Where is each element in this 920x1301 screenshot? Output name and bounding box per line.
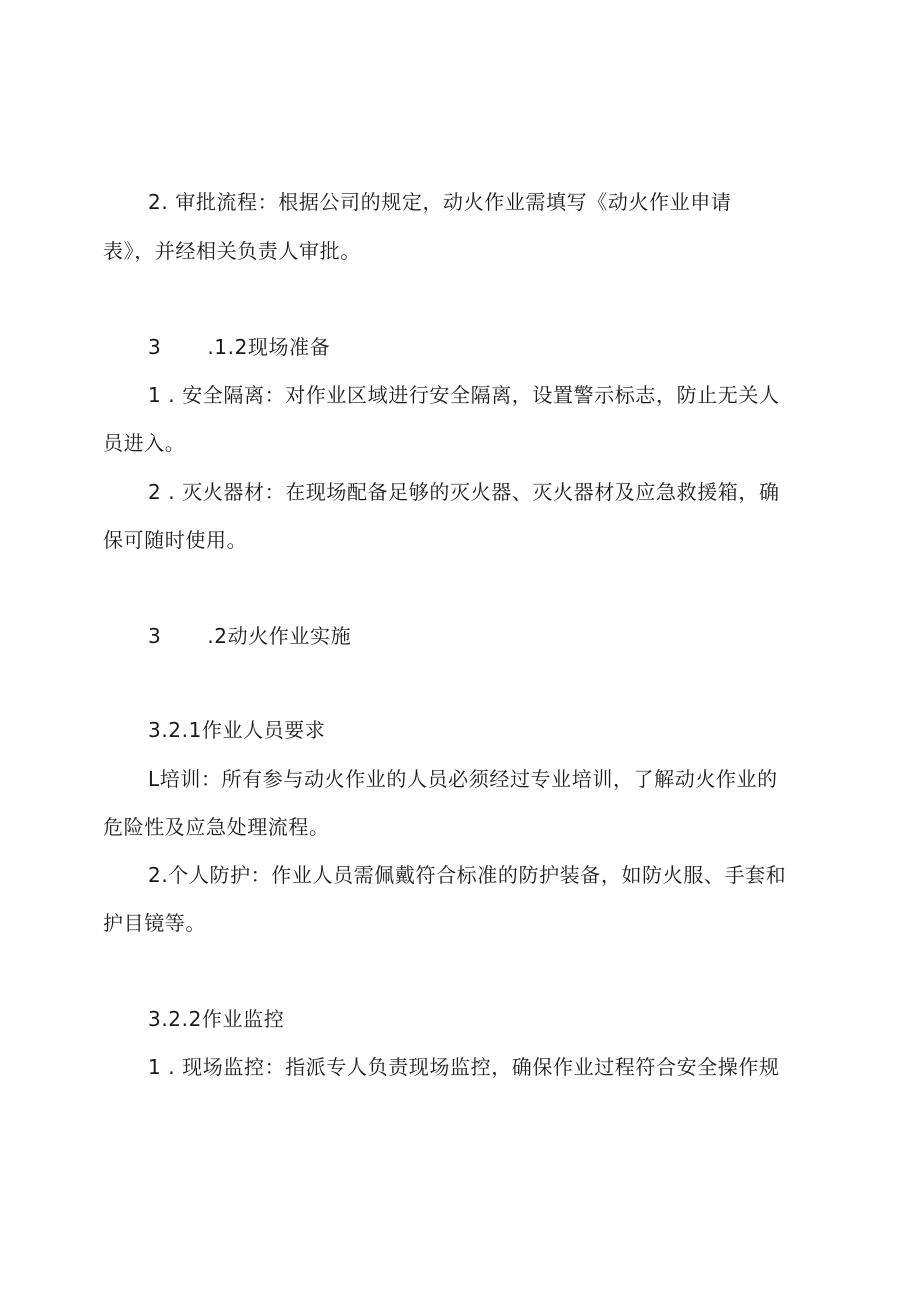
training-paragraph-line-2: 危险性及应急处理流程。 <box>103 815 330 839</box>
section-heading-3-2 <box>148 624 351 648</box>
section-heading-number: 3 <box>148 624 162 648</box>
section-heading-3-2-1: 3.2.1作业人员要求 <box>148 718 326 742</box>
isolation-paragraph-line-1: 1 . 安全隔离：对作业区域进行安全隔离，设置警示标志，防止无关人 <box>148 383 780 407</box>
training-paragraph-line-1: L培训：所有参与动火作业的人员必须经过专业培训，了解动火作业的 <box>148 767 778 791</box>
monitoring-paragraph-line-1: 1 . 现场监控：指派专人负责现场监控，确保作业过程符合安全操作规 <box>148 1055 780 1079</box>
section-heading-number: 3 <box>148 335 162 359</box>
approval-paragraph-line-2: 表》，并经相关负责人审批。 <box>103 239 361 263</box>
equipment-paragraph-line-1: 2 . 灭火器材：在现场配备足够的灭火器、灭火器材及应急救援箱，确 <box>148 480 780 504</box>
protection-paragraph-line-2: 护目镜等。 <box>103 911 206 935</box>
protection-paragraph-line-1: 2.个人防护：作业人员需佩戴符合标准的防护装备，如防火服、手套和 <box>148 863 787 887</box>
equipment-paragraph-line-2: 保可随时使用。 <box>103 528 248 552</box>
isolation-paragraph-line-2: 员进入。 <box>103 431 186 455</box>
section-heading-text: .2动火作业实施 <box>207 624 352 648</box>
section-heading-text: .1.2现场准备 <box>207 335 331 359</box>
section-heading-3-1-2 <box>148 335 330 359</box>
approval-paragraph-line-1: 2. 审批流程：根据公司的规定，动火作业需填写《动火作业申请 <box>148 190 732 214</box>
section-heading-3-2-2: 3.2.2作业监控 <box>148 1007 285 1031</box>
